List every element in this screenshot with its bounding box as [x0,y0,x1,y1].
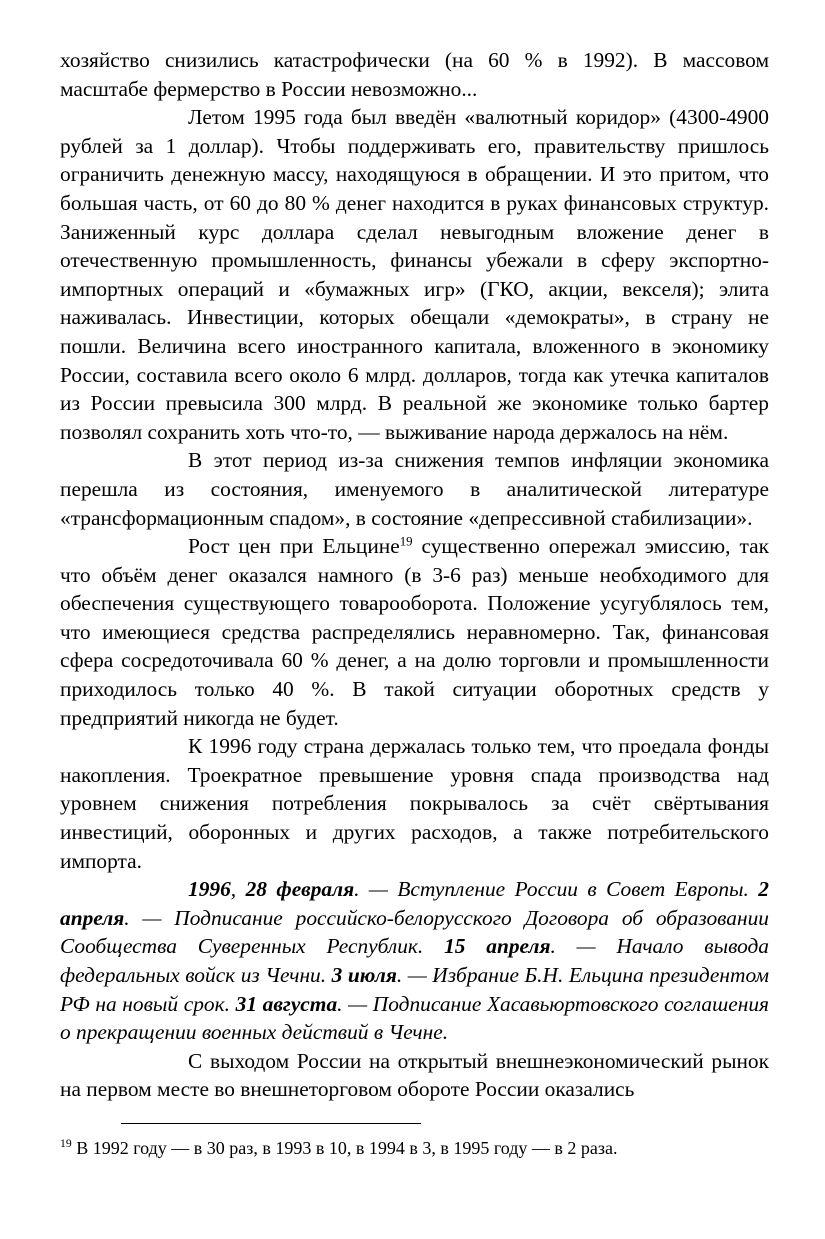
chrono-event-council-of-europe: . — Вступление России в Совет Европы. [354,877,759,902]
footnote-divider [121,1123,421,1124]
chrono-event-election: . — Избрание Б.Н. Ельцина президентом РФ на новый срок. [60,963,769,1016]
paragraph-4-text-after: существенно опережал эмиссию, так что объём денег оказался намного (в 3-6 раз) меньше необходимого для обеспечения существующего товарооборота. Положение усугублялось тем, что имеющиеся средства распределялись неравномерно. Так, финансовая сфера сосредоточивала 60 % денег, а на долю торговли и промышленности приходилось только 40 %. В такой ситуации оборотных средств у предприятий никогда не будет. [60,534,769,730]
chrono-date-jul3: 3 июля [331,963,397,987]
footnote-text: В 1992 году — в 30 раз, в 1993 в 10, в 1994 в 3, в 1995 году — в 2 раза. [71,1138,618,1158]
chrono-sep: , [230,877,246,902]
page-body [60,46,769,1104]
footnote-ref-19[interactable]: 19 [399,534,413,549]
footnote [60,1136,769,1160]
paragraph-4 [60,532,769,732]
chrono-event-khasavyurt: . — Подписание Хасавьюртовского соглашения о прекращении военных действий в Чечне. [60,991,769,1045]
footnote-number: 19 [60,1136,72,1150]
paragraph-3: В этот период из-за снижения темпов инфляции экономика перешла из состояния, именуемого в аналитической литературе «трансформационным спадом», в состояние «депрессивной стабилизации». [60,448,769,530]
chrono-year: 1996 [188,877,231,902]
chrono-date-apr15: 15 апреля [444,934,551,959]
paragraph-2: Летом 1995 года был введён «валютный коридор» (4300-4900 рублей за 1 доллар). Чтобы поддерживать его, правительству пришлось ограничить денежную массу, находящуюся в обращении. И это притом, что большая часть, от 60 до 80 % денег находится в руках финансовых структур. Заниженный курс доллара сделал невыгодным вложение денег в отечественную промышленность, финансы убежали в сферу экспортно-импортных операций и «бумажных игр» (ГКО, акции, векселя); элита наживалась. Инвестиции, которых обещали «демократы», в страну не пошли. Величина всего иностранного капитала, вложенного в экономику России, составила всего около 6 млрд. долларов, тогда как утечка капиталов из России превысила 300 млрд. В реальной же экономике только бартер позволял сохранить хоть что-то, — выживание народа держалось на нём. [60,105,769,444]
chronology-paragraph [60,875,769,1047]
paragraph-1: хозяйство снизились катастрофически (на 60 % в 1992). В массовом масштабе фермерство в России невозможно... [60,48,769,101]
paragraph-7: С выходом России на открытый внешнеэкономический рынок на первом месте во внешнеторговом обороте России оказались [60,1048,769,1102]
chrono-date-apr2: 2 апреля [60,877,769,930]
paragraph-5: К 1996 году страна держалась только тем, что проедала фонды накопления. Троекратное превышение уровня спада производства над уровнем снижения потребления покрывалось за счёт свёртывания инвестиций, оборонных и других расходов, а также потребительского импорта. [60,734,769,873]
chrono-event-withdrawal: . — Начало вывода федеральных войск из Чечни. [60,934,769,987]
chrono-date-aug31: 31 августа [235,991,338,1016]
paragraph-4-text-before: Рост цен при Ельцине [188,534,400,559]
chrono-date-feb28: 28 февраля [245,877,355,902]
chrono-event-treaty: . — Подписание российско-белорусского Договора об образовании Сообщества Суверенных Республик. [60,905,769,959]
